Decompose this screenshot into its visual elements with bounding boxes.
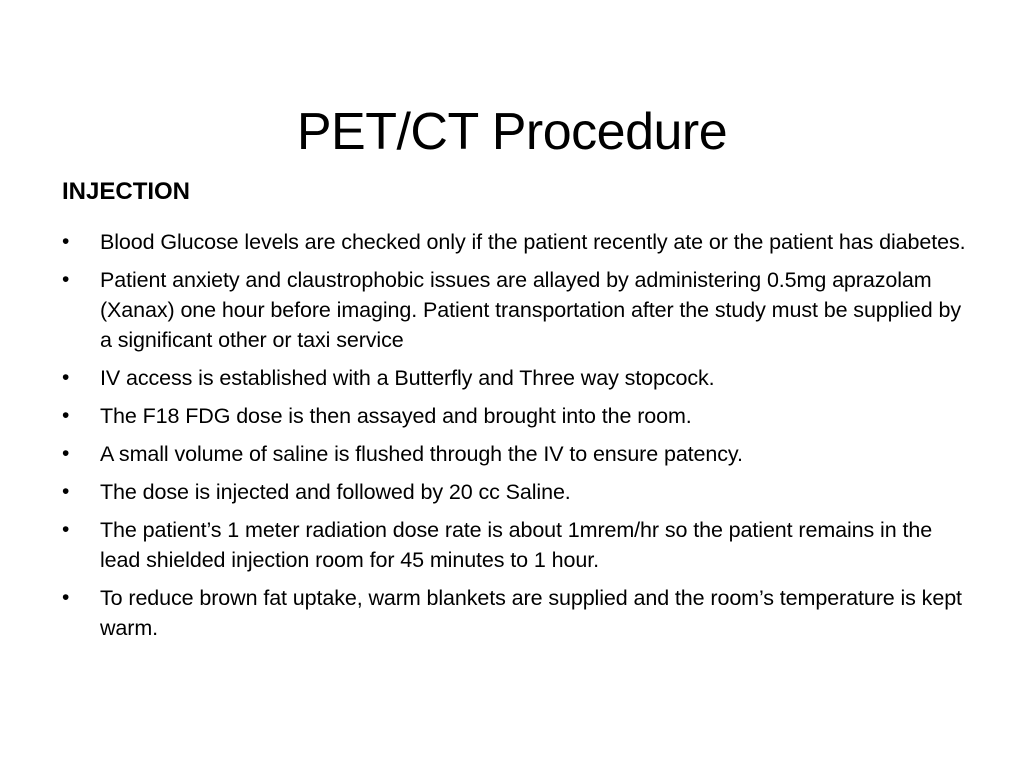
- bullet-item: [62, 227, 977, 257]
- bullet-item: [62, 265, 977, 355]
- bullet-text: The patient’s 1 meter radiation dose rate is about 1mrem/hr so the patient remains in the lead shielded injection room for 45 minutes to 1 hour.: [100, 518, 933, 572]
- bullet-item: [62, 401, 977, 431]
- bullet-text: The dose is injected and followed by 20 cc Saline.: [100, 480, 571, 504]
- bullet-icon: •: [62, 230, 70, 253]
- bullet-icon: •: [62, 480, 70, 503]
- slide-title: PET/CT Procedure: [296, 102, 728, 161]
- bullet-text: Blood Glucose levels are checked only if the patient recently ate or the patient has diabetes.: [100, 230, 966, 254]
- bullet-item: [62, 583, 977, 643]
- bullet-item: [62, 363, 977, 393]
- bullet-icon: •: [62, 442, 70, 465]
- bullet-icon: •: [62, 586, 70, 609]
- bullet-item: [62, 477, 977, 507]
- section-heading: INJECTION: [62, 178, 191, 205]
- bullet-item: [62, 439, 977, 469]
- bullet-list: [62, 227, 977, 651]
- bullet-text: IV access is established with a Butterfly and Three way stopcock.: [100, 366, 715, 390]
- bullet-icon: •: [62, 404, 70, 427]
- bullet-icon: •: [62, 366, 70, 389]
- bullet-text: Patient anxiety and claustrophobic issues are allayed by administering 0.5mg aprazolam (Xanax) one hour before imaging. Patient transportation after the study must be supplied by a significant other or taxi service: [100, 268, 961, 352]
- bullet-text: A small volume of saline is flushed through the IV to ensure patency.: [100, 442, 743, 466]
- bullet-text: To reduce brown fat uptake, warm blankets are supplied and the room’s temperature is kept warm.: [100, 586, 962, 640]
- bullet-item: [62, 515, 977, 575]
- bullet-icon: •: [62, 518, 70, 541]
- bullet-text: The F18 FDG dose is then assayed and brought into the room.: [100, 404, 692, 428]
- bullet-icon: •: [62, 268, 70, 291]
